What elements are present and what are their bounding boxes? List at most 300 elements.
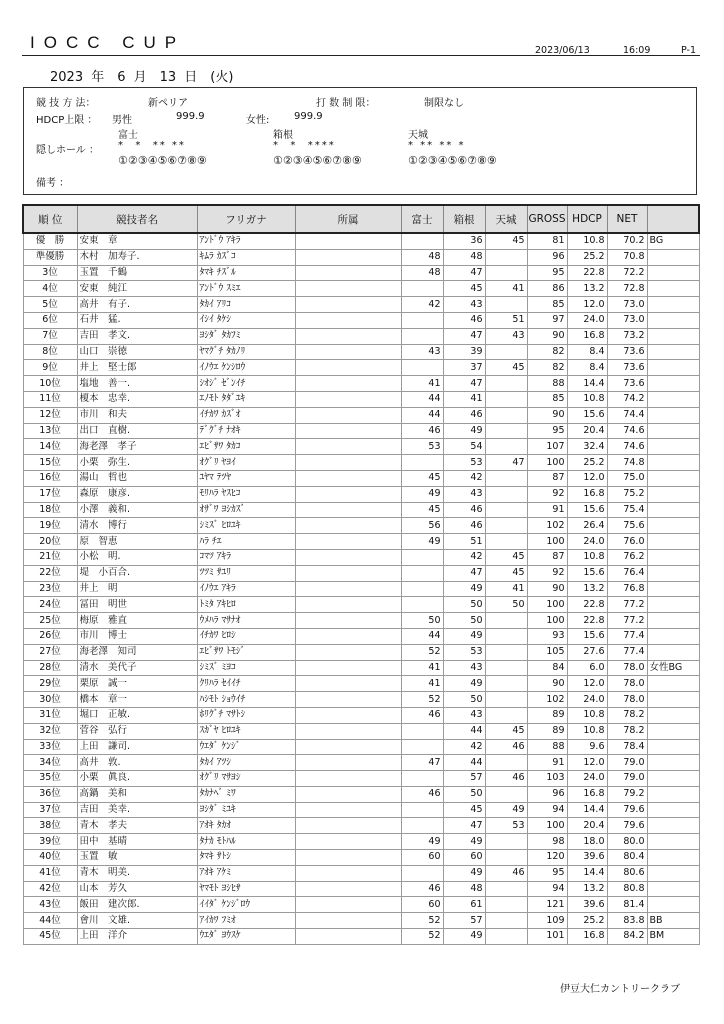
- cell-hdcp: 15.6: [567, 502, 607, 518]
- cell-net: 77.2: [607, 613, 647, 629]
- table-row: [23, 897, 699, 913]
- cell-furigana: ｱｲｶﾜ ﾌﾐｵ: [197, 913, 295, 929]
- cell-affiliation: [295, 376, 401, 392]
- cell-gross: 93: [527, 628, 567, 644]
- cell-note: [647, 802, 699, 818]
- course-name-fuji: 富士: [118, 130, 138, 141]
- cell-note: [647, 297, 699, 313]
- cell-affiliation: [295, 281, 401, 297]
- table-row: [23, 755, 699, 771]
- cell-amagi-score: [485, 518, 527, 534]
- cell-player-name: 田中 基晴: [77, 834, 197, 850]
- cell-note: [647, 834, 699, 850]
- cell-amagi-score: [485, 486, 527, 502]
- cell-player-name: 塩地 善一.: [77, 376, 197, 392]
- cell-net: 74.6: [607, 423, 647, 439]
- cell-net: 81.4: [607, 897, 647, 913]
- cell-rank: 14位: [23, 439, 77, 455]
- cell-furigana: ｵｸﾞﾘ ﾔﾖｲ: [197, 455, 295, 471]
- cell-player-name: 堀口 正敏.: [77, 707, 197, 723]
- cell-fuji-score: [401, 581, 443, 597]
- cell-gross: 95: [527, 265, 567, 281]
- cell-fuji-score: 60: [401, 850, 443, 866]
- cell-affiliation: [295, 818, 401, 834]
- cell-hakone-score: 42: [443, 739, 485, 755]
- cell-fuji-score: 49: [401, 534, 443, 550]
- cell-net: 77.4: [607, 644, 647, 660]
- cell-gross: 103: [527, 771, 567, 787]
- cell-affiliation: [295, 565, 401, 581]
- cell-note: [647, 486, 699, 502]
- cell-furigana: ｴﾋﾞｻﾜ ﾄﾓｼﾞ: [197, 644, 295, 660]
- cell-hdcp: 24.0: [567, 692, 607, 708]
- cell-note: [647, 676, 699, 692]
- cell-amagi-score: [485, 676, 527, 692]
- cell-player-name: 原 智恵: [77, 534, 197, 550]
- column-header-furigana: フリガナ: [197, 205, 295, 233]
- cell-amagi-score: [485, 249, 527, 265]
- cell-affiliation: [295, 249, 401, 265]
- table-row: [23, 328, 699, 344]
- cell-player-name: 清水 美代子: [77, 660, 197, 676]
- table-row: [23, 455, 699, 471]
- cell-fuji-score: 52: [401, 644, 443, 660]
- cell-note: [647, 692, 699, 708]
- cell-rank: 12位: [23, 407, 77, 423]
- cell-player-name: 玉置 敏: [77, 850, 197, 866]
- cell-player-name: 小栗 弥生.: [77, 455, 197, 471]
- cell-fuji-score: 44: [401, 407, 443, 423]
- cell-player-name: 安東 章: [77, 233, 197, 249]
- cell-furigana: ﾀﾏｷ ｻﾄｼ: [197, 850, 295, 866]
- cell-player-name: 吉田 美幸.: [77, 802, 197, 818]
- cell-hakone-score: 49: [443, 628, 485, 644]
- cell-note: [647, 344, 699, 360]
- cell-hdcp: 12.0: [567, 470, 607, 486]
- cell-furigana: ｱﾝﾄﾞｳ ｱｷﾗ: [197, 233, 295, 249]
- cell-hakone-score: 50: [443, 597, 485, 613]
- cell-hdcp: 16.8: [567, 486, 607, 502]
- cell-affiliation: [295, 676, 401, 692]
- cell-gross: 91: [527, 755, 567, 771]
- cell-amagi-score: [485, 913, 527, 929]
- cell-rank: 準優勝: [23, 249, 77, 265]
- table-row: [23, 581, 699, 597]
- cell-amagi-score: [485, 660, 527, 676]
- cell-furigana: ﾄﾐﾀ ｱｷﾋﾛ: [197, 597, 295, 613]
- cell-gross: 105: [527, 644, 567, 660]
- cell-note: [647, 897, 699, 913]
- event-date: 2023 年 6 月 13 日 (火): [50, 70, 234, 85]
- cell-hdcp: 16.8: [567, 786, 607, 802]
- cell-net: 78.0: [607, 676, 647, 692]
- cell-net: 80.6: [607, 865, 647, 881]
- cell-rank: 40位: [23, 850, 77, 866]
- cell-note: [647, 786, 699, 802]
- cell-gross: 107: [527, 439, 567, 455]
- cell-hdcp: 13.2: [567, 581, 607, 597]
- cell-affiliation: [295, 518, 401, 534]
- cell-hdcp: 10.8: [567, 549, 607, 565]
- hole-numbers-amagi: ①②③④⑤⑥⑦⑧⑨: [408, 154, 497, 167]
- cell-fuji-score: 45: [401, 470, 443, 486]
- course-name-hakone: 箱根: [273, 130, 293, 141]
- cell-hakone-score: 47: [443, 565, 485, 581]
- cell-gross: 90: [527, 407, 567, 423]
- cell-hakone-score: 47: [443, 376, 485, 392]
- cell-hdcp: 13.2: [567, 281, 607, 297]
- cell-rank: 26位: [23, 628, 77, 644]
- cell-net: 83.8: [607, 913, 647, 929]
- cell-furigana: ｲﾉｳｴ ｱｷﾗ: [197, 581, 295, 597]
- cell-player-name: 清水 博行: [77, 518, 197, 534]
- cell-fuji-score: [401, 818, 443, 834]
- cell-net: 74.8: [607, 455, 647, 471]
- male-label: 男性: [112, 115, 132, 126]
- cell-affiliation: [295, 360, 401, 376]
- cell-amagi-score: [485, 628, 527, 644]
- cell-player-name: 小栗 眞良.: [77, 771, 197, 787]
- table-row: [23, 281, 699, 297]
- cell-rank: 13位: [23, 423, 77, 439]
- cell-furigana: ｳｴﾀﾞ ｹﾝｼﾞ: [197, 739, 295, 755]
- cell-net: 77.2: [607, 597, 647, 613]
- cell-player-name: 青木 明美.: [77, 865, 197, 881]
- cell-furigana: ﾀﾏｷ ﾁｽﾞﾙ: [197, 265, 295, 281]
- cell-net: 73.2: [607, 328, 647, 344]
- cell-note: [647, 549, 699, 565]
- cell-hdcp: 32.4: [567, 439, 607, 455]
- cell-player-name: 山口 崇徳: [77, 344, 197, 360]
- cell-rank: 20位: [23, 534, 77, 550]
- cell-furigana: ｼｵｼﾞ ｾﾞﾝｲﾁ: [197, 376, 295, 392]
- cell-rank: 33位: [23, 739, 77, 755]
- cell-gross: 109: [527, 913, 567, 929]
- cell-furigana: ｸﾘﾊﾗ ｾｲｲﾁ: [197, 676, 295, 692]
- cell-fuji-score: 46: [401, 881, 443, 897]
- cell-net: 79.6: [607, 818, 647, 834]
- hidden-marks-amagi: * ** ** *: [408, 140, 466, 151]
- cell-fuji-score: 41: [401, 660, 443, 676]
- cell-hakone-score: 48: [443, 881, 485, 897]
- cell-hakone-score: 43: [443, 297, 485, 313]
- cell-hakone-score: 43: [443, 486, 485, 502]
- cell-amagi-score: [485, 755, 527, 771]
- cell-note: [647, 534, 699, 550]
- cell-rank: 15位: [23, 455, 77, 471]
- cell-hakone-score: 36: [443, 233, 485, 249]
- cell-amagi-score: [485, 470, 527, 486]
- cell-furigana: ｳｴﾀﾞ ﾖｳｽｹ: [197, 929, 295, 945]
- cell-hdcp: 15.6: [567, 628, 607, 644]
- column-header-fuji-score: 富士: [401, 205, 443, 233]
- cell-hakone-score: 48: [443, 249, 485, 265]
- cell-player-name: 市川 博士: [77, 628, 197, 644]
- cell-gross: 98: [527, 834, 567, 850]
- cell-rank: 37位: [23, 802, 77, 818]
- remarks-label: 備考 ：: [36, 178, 70, 189]
- cell-affiliation: [295, 581, 401, 597]
- cell-fuji-score: [401, 865, 443, 881]
- cell-gross: 121: [527, 897, 567, 913]
- cell-fuji-score: 46: [401, 707, 443, 723]
- column-header-affiliation: 所属: [295, 205, 401, 233]
- cell-player-name: 高鍋 美和: [77, 786, 197, 802]
- hidden-marks-fuji: * * ** **: [118, 140, 186, 151]
- cell-hakone-score: 61: [443, 897, 485, 913]
- cell-hakone-score: 50: [443, 692, 485, 708]
- cell-hakone-score: 53: [443, 644, 485, 660]
- cell-furigana: ｴﾋﾞｻﾜ ﾀｶｺ: [197, 439, 295, 455]
- cell-player-name: 海老澤 知司: [77, 644, 197, 660]
- cell-fuji-score: [401, 455, 443, 471]
- cell-hdcp: 12.0: [567, 676, 607, 692]
- cell-amagi-score: 45: [485, 549, 527, 565]
- cell-hdcp: 14.4: [567, 865, 607, 881]
- cell-fuji-score: 45: [401, 502, 443, 518]
- table-row: [23, 423, 699, 439]
- male-limit-value: 999.9: [176, 111, 205, 122]
- cell-net: 70.2: [607, 233, 647, 249]
- cell-amagi-score: 41: [485, 581, 527, 597]
- table-row: [23, 865, 699, 881]
- cell-fuji-score: 56: [401, 518, 443, 534]
- cell-furigana: ﾖｼﾀﾞ ﾀｶﾌﾐ: [197, 328, 295, 344]
- cell-hdcp: 13.2: [567, 881, 607, 897]
- cell-rank: 25位: [23, 613, 77, 629]
- method-value: 新ペリア: [148, 98, 188, 109]
- cell-furigana: ｲｼｲ ﾀｹｼ: [197, 312, 295, 328]
- cell-amagi-score: 41: [485, 281, 527, 297]
- cell-rank: 23位: [23, 581, 77, 597]
- cell-player-name: 上田 謙司.: [77, 739, 197, 755]
- cell-rank: 44位: [23, 913, 77, 929]
- cell-amagi-score: 47: [485, 455, 527, 471]
- cell-hdcp: 12.0: [567, 297, 607, 313]
- cell-note: [647, 470, 699, 486]
- cell-player-name: 會川 文雄.: [77, 913, 197, 929]
- cell-fuji-score: 49: [401, 486, 443, 502]
- cell-affiliation: [295, 628, 401, 644]
- cell-affiliation: [295, 834, 401, 850]
- cell-gross: 95: [527, 865, 567, 881]
- page-number: P-1: [681, 45, 696, 56]
- cell-player-name: 高井 有子.: [77, 297, 197, 313]
- cell-gross: 86: [527, 281, 567, 297]
- cell-gross: 92: [527, 486, 567, 502]
- cell-amagi-score: 45: [485, 360, 527, 376]
- cell-fuji-score: 41: [401, 676, 443, 692]
- cell-note: [647, 644, 699, 660]
- cell-note: [647, 771, 699, 787]
- cell-affiliation: [295, 328, 401, 344]
- cell-hakone-score: 44: [443, 723, 485, 739]
- cell-rank: 8位: [23, 344, 77, 360]
- cell-hdcp: 22.8: [567, 597, 607, 613]
- cell-gross: 101: [527, 929, 567, 945]
- cell-amagi-score: 46: [485, 771, 527, 787]
- cell-gross: 88: [527, 376, 567, 392]
- cell-rank: 9位: [23, 360, 77, 376]
- cell-hakone-score: 42: [443, 549, 485, 565]
- cell-affiliation: [295, 913, 401, 929]
- cell-net: 84.2: [607, 929, 647, 945]
- cell-gross: 94: [527, 881, 567, 897]
- cell-furigana: ﾀﾅｶ ﾓﾄﾊﾙ: [197, 834, 295, 850]
- cell-fuji-score: 52: [401, 692, 443, 708]
- cell-gross: 92: [527, 565, 567, 581]
- table-row: [23, 929, 699, 945]
- cell-gross: 82: [527, 360, 567, 376]
- table-row: [23, 613, 699, 629]
- column-header-net: NET: [607, 205, 647, 233]
- cell-amagi-score: [485, 391, 527, 407]
- cell-furigana: ﾔﾏｸﾞﾁ ﾀｶﾉﾘ: [197, 344, 295, 360]
- cell-amagi-score: 45: [485, 565, 527, 581]
- cell-amagi-score: [485, 344, 527, 360]
- cell-hdcp: 25.2: [567, 455, 607, 471]
- cell-player-name: 海老澤 孝子: [77, 439, 197, 455]
- cell-hdcp: 8.4: [567, 344, 607, 360]
- table-row: [23, 723, 699, 739]
- cell-affiliation: [295, 723, 401, 739]
- table-row: [23, 644, 699, 660]
- cell-amagi-score: 45: [485, 233, 527, 249]
- cell-hakone-score: 46: [443, 518, 485, 534]
- table-row: [23, 376, 699, 392]
- table-row: [23, 565, 699, 581]
- cell-rank: 優 勝: [23, 233, 77, 249]
- cell-note: [647, 597, 699, 613]
- table-row: [23, 597, 699, 613]
- cell-net: 78.0: [607, 692, 647, 708]
- cell-net: 76.4: [607, 565, 647, 581]
- cell-fuji-score: 53: [401, 439, 443, 455]
- print-date: 2023/06/13: [535, 45, 590, 56]
- cell-hakone-score: 44: [443, 755, 485, 771]
- cell-affiliation: [295, 707, 401, 723]
- cell-net: 74.6: [607, 439, 647, 455]
- cell-note: [647, 312, 699, 328]
- cell-hdcp: 12.0: [567, 755, 607, 771]
- cell-fuji-score: 48: [401, 265, 443, 281]
- cell-affiliation: [295, 534, 401, 550]
- table-row: [23, 628, 699, 644]
- cell-amagi-score: [485, 707, 527, 723]
- cell-amagi-score: [485, 502, 527, 518]
- cell-affiliation: [295, 850, 401, 866]
- cell-affiliation: [295, 786, 401, 802]
- cell-gross: 89: [527, 723, 567, 739]
- cell-hdcp: 18.0: [567, 834, 607, 850]
- cell-net: 73.6: [607, 360, 647, 376]
- cell-rank: 29位: [23, 676, 77, 692]
- cell-net: 75.2: [607, 486, 647, 502]
- cell-hakone-score: 49: [443, 676, 485, 692]
- table-row: [23, 802, 699, 818]
- cell-furigana: ﾃﾞｸﾞﾁ ﾅｵｷ: [197, 423, 295, 439]
- cell-amagi-score: [485, 786, 527, 802]
- cell-net: 79.0: [607, 771, 647, 787]
- column-header-hakone-score: 箱根: [443, 205, 485, 233]
- table-row: [23, 739, 699, 755]
- cell-hdcp: 9.6: [567, 739, 607, 755]
- table-header-row: [23, 205, 699, 233]
- cell-rank: 41位: [23, 865, 77, 881]
- cell-hakone-score: 54: [443, 439, 485, 455]
- cell-note: [647, 360, 699, 376]
- cell-player-name: 飯田 建次郎.: [77, 897, 197, 913]
- column-header-hdcp: HDCP: [567, 205, 607, 233]
- cell-hakone-score: 49: [443, 423, 485, 439]
- cell-furigana: ﾀｶｲ ｱﾘｺ: [197, 297, 295, 313]
- column-header-rank: 順 位: [23, 205, 77, 233]
- cell-player-name: 井上 堅士郎: [77, 360, 197, 376]
- cell-rank: 42位: [23, 881, 77, 897]
- table-row: [23, 439, 699, 455]
- cell-affiliation: [295, 502, 401, 518]
- cell-affiliation: [295, 312, 401, 328]
- cell-hdcp: 14.4: [567, 802, 607, 818]
- table-row: [23, 344, 699, 360]
- cell-player-name: 出口 直樹.: [77, 423, 197, 439]
- cell-note: [647, 281, 699, 297]
- cell-net: 72.8: [607, 281, 647, 297]
- cell-gross: 85: [527, 297, 567, 313]
- cell-note: [647, 439, 699, 455]
- cell-fuji-score: 49: [401, 834, 443, 850]
- table-row: [23, 913, 699, 929]
- cell-rank: 24位: [23, 597, 77, 613]
- cell-rank: 45位: [23, 929, 77, 945]
- table-row: [23, 692, 699, 708]
- cell-net: 76.2: [607, 549, 647, 565]
- table-row: [23, 233, 699, 249]
- cell-amagi-score: [485, 850, 527, 866]
- method-label: 競 技 方 法：: [36, 98, 96, 109]
- cell-note: [647, 707, 699, 723]
- cell-affiliation: [295, 771, 401, 787]
- cell-hakone-score: 41: [443, 391, 485, 407]
- female-label: 女性:: [246, 115, 270, 126]
- cell-amagi-score: [485, 407, 527, 423]
- cell-note: [647, 865, 699, 881]
- cell-player-name: 湯山 哲也: [77, 470, 197, 486]
- cell-net: 74.2: [607, 391, 647, 407]
- table-row: [23, 518, 699, 534]
- cell-player-name: 橋本 章一: [77, 692, 197, 708]
- cell-note: [647, 328, 699, 344]
- cell-player-name: 吉田 孝文.: [77, 328, 197, 344]
- cell-net: 78.2: [607, 707, 647, 723]
- cell-rank: 31位: [23, 707, 77, 723]
- cell-amagi-score: [485, 265, 527, 281]
- cell-player-name: 青木 孝夫: [77, 818, 197, 834]
- cell-rank: 28位: [23, 660, 77, 676]
- cell-affiliation: [295, 344, 401, 360]
- cell-furigana: ｲﾉｳｴ ｹﾝｼﾛｳ: [197, 360, 295, 376]
- cell-furigana: ｱﾝﾄﾞｳ ｽﾐｴ: [197, 281, 295, 297]
- table-row: [23, 297, 699, 313]
- cell-amagi-score: [485, 929, 527, 945]
- cell-fuji-score: 48: [401, 249, 443, 265]
- cell-player-name: 小松 明.: [77, 549, 197, 565]
- cell-hdcp: 14.4: [567, 376, 607, 392]
- cell-amagi-score: 51: [485, 312, 527, 328]
- cell-furigana: ｲｲﾀﾞ ｹﾝｼﾞﾛｳ: [197, 897, 295, 913]
- cell-rank: 22位: [23, 565, 77, 581]
- cell-amagi-score: [485, 692, 527, 708]
